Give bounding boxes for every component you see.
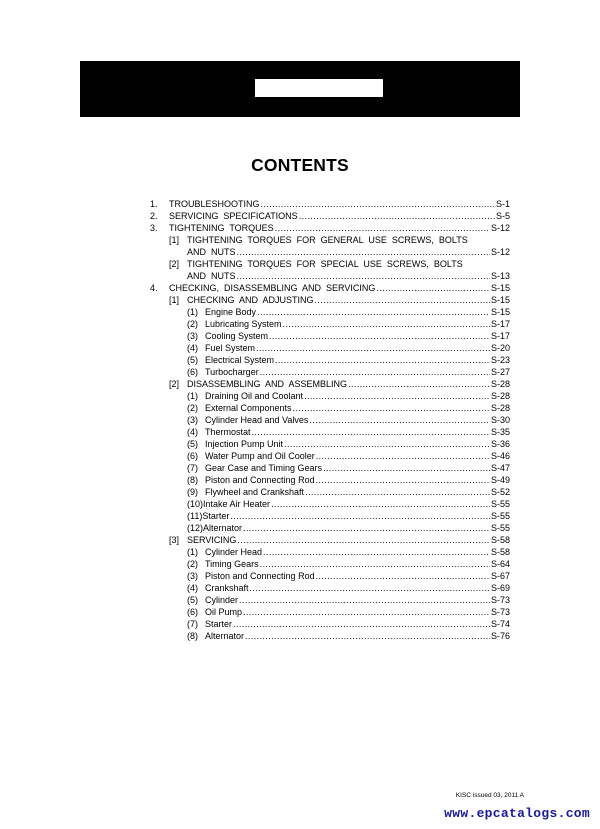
toc-entry-number: (5) bbox=[187, 439, 198, 449]
toc-entry-number: (1) bbox=[187, 391, 198, 401]
toc-entry[interactable] bbox=[150, 246, 510, 258]
toc-entry-page: S-35 bbox=[490, 427, 510, 437]
toc-leader-dots bbox=[245, 630, 490, 642]
toc-entry-number: (5) bbox=[187, 355, 198, 365]
toc-entry-page: S-12 bbox=[490, 223, 510, 233]
toc-entry-title: Crankshaft bbox=[205, 583, 249, 593]
toc-entry[interactable] bbox=[150, 498, 510, 510]
toc-entry-page: S-28 bbox=[490, 391, 510, 401]
toc-entry[interactable] bbox=[150, 570, 510, 582]
toc-entry-page: S-15 bbox=[490, 295, 510, 305]
toc-entry[interactable] bbox=[150, 366, 510, 378]
toc-entry-page: S-17 bbox=[490, 331, 510, 341]
toc-entry-page: S-47 bbox=[490, 463, 510, 473]
toc-entry[interactable] bbox=[150, 294, 510, 306]
toc-entry-title: Alternator bbox=[203, 523, 243, 533]
toc-entry[interactable] bbox=[150, 414, 510, 426]
toc-leader-dots bbox=[263, 546, 490, 558]
toc-entry[interactable] bbox=[150, 630, 510, 642]
toc-leader-dots bbox=[260, 558, 490, 570]
toc-leader-dots bbox=[252, 426, 490, 438]
toc-entry-number: [2] bbox=[169, 379, 180, 389]
toc-entry[interactable] bbox=[150, 258, 510, 270]
toc-entry-title: Piston and Connecting Rod bbox=[205, 475, 315, 485]
toc-entry-number: [2] bbox=[169, 259, 180, 269]
toc-entry-title: CHECKING AND ADJUSTING bbox=[187, 295, 314, 305]
toc-entry-number: (3) bbox=[187, 571, 198, 581]
toc-entry[interactable] bbox=[150, 594, 510, 606]
toc-entry-page: S-30 bbox=[490, 415, 510, 425]
toc-entry-title: TIGHTENING TORQUES FOR GENERAL USE SCREWS, BOLTS bbox=[187, 235, 468, 245]
toc-entry-number: (4) bbox=[187, 583, 198, 593]
toc-entry-number: (4) bbox=[187, 427, 198, 437]
toc-entry-page: S-52 bbox=[490, 487, 510, 497]
toc-entry-title: Cylinder Head and Valves bbox=[205, 415, 309, 425]
toc-entry[interactable] bbox=[150, 618, 510, 630]
toc-entry-page: S-69 bbox=[490, 583, 510, 593]
toc-entry-page: S-36 bbox=[490, 439, 510, 449]
toc-entry-page: S-28 bbox=[490, 403, 510, 413]
toc-entry[interactable] bbox=[150, 306, 510, 318]
toc-entry[interactable] bbox=[150, 402, 510, 414]
toc-entry[interactable] bbox=[150, 378, 510, 390]
toc-entry-title: CHECKING, DISASSEMBLING AND SERVICING bbox=[169, 283, 376, 293]
toc-leader-dots bbox=[284, 438, 490, 450]
toc-entry[interactable] bbox=[150, 234, 510, 246]
toc-entry-page: S-46 bbox=[490, 451, 510, 461]
toc-entry-number: (3) bbox=[187, 331, 198, 341]
toc-leader-dots bbox=[316, 450, 490, 462]
toc-entry-title: Intake Air Heater bbox=[203, 499, 271, 509]
toc-leader-dots bbox=[261, 198, 495, 210]
toc-entry-page: S-15 bbox=[490, 307, 510, 317]
toc-entry[interactable] bbox=[150, 510, 510, 522]
toc-leader-dots bbox=[316, 570, 490, 582]
toc-leader-dots bbox=[299, 210, 495, 222]
toc-entry-title: Fuel System bbox=[205, 343, 256, 353]
toc-entry[interactable] bbox=[150, 558, 510, 570]
toc-leader-dots bbox=[237, 270, 490, 282]
toc-entry-number: (9) bbox=[187, 487, 198, 497]
toc-entry-page: S-67 bbox=[490, 571, 510, 581]
toc-entry[interactable] bbox=[150, 546, 510, 558]
toc-entry-page: S-23 bbox=[490, 355, 510, 365]
toc-entry-title: AND NUTS bbox=[187, 247, 236, 257]
toc-entry-title: Gear Case and Timing Gears bbox=[205, 463, 323, 473]
toc-entry-title: Cylinder Head bbox=[205, 547, 263, 557]
toc-entry-page: S-64 bbox=[490, 559, 510, 569]
issue-note: KISC issued 03, 2011 A bbox=[455, 792, 524, 799]
toc-entry-title: DISASSEMBLING AND ASSEMBLING bbox=[187, 379, 348, 389]
toc-entry-title: TIGHTENING TORQUES FOR SPECIAL USE SCREWS, BOLTS bbox=[187, 259, 463, 269]
toc-entry[interactable] bbox=[150, 222, 510, 234]
toc-entry-title: TIGHTENING TORQUES bbox=[169, 223, 274, 233]
toc-entry-title: Cooling System bbox=[205, 331, 269, 341]
toc-leader-dots bbox=[316, 474, 490, 486]
toc-entry-title: TROUBLESHOOTING bbox=[169, 199, 260, 209]
toc-entry-title: Starter bbox=[205, 619, 233, 629]
toc-entry-title: Flywheel and Crankshaft bbox=[205, 487, 305, 497]
toc-entry-number: (2) bbox=[187, 403, 198, 413]
toc-entry[interactable] bbox=[150, 342, 510, 354]
toc-entry-page: S-76 bbox=[490, 631, 510, 641]
toc-entry-number: (2) bbox=[187, 319, 198, 329]
toc-entry-number: 4. bbox=[150, 283, 158, 293]
toc-entry-title: Starter bbox=[202, 511, 230, 521]
toc-entry-page: S-28 bbox=[490, 379, 510, 389]
toc-entry-title: Turbocharger bbox=[205, 367, 259, 377]
toc-leader-dots bbox=[304, 390, 490, 402]
toc-leader-dots bbox=[376, 282, 490, 294]
toc-entry-page: S-49 bbox=[490, 475, 510, 485]
toc-entry-number: (1) bbox=[187, 547, 198, 557]
toc-entry-title: Engine Body bbox=[205, 307, 257, 317]
toc-entry[interactable] bbox=[150, 210, 510, 222]
toc-entry-number: (6) bbox=[187, 367, 198, 377]
toc-entry-number: (1) bbox=[187, 307, 198, 317]
toc-entry-title: SERVICING bbox=[187, 535, 237, 545]
toc-entry[interactable] bbox=[150, 462, 510, 474]
toc-entry-page: S-55 bbox=[490, 523, 510, 533]
toc-entry[interactable] bbox=[150, 318, 510, 330]
toc-entry-title: SERVICING SPECIFICATIONS bbox=[169, 211, 298, 221]
toc-entry-page: S-27 bbox=[490, 367, 510, 377]
toc-leader-dots bbox=[237, 534, 490, 546]
toc-leader-dots bbox=[305, 486, 490, 498]
toc-entry-page: S-58 bbox=[490, 547, 510, 557]
toc-entry-page: S-55 bbox=[490, 499, 510, 509]
toc-leader-dots bbox=[257, 306, 490, 318]
toc-entry-title: Cylinder bbox=[205, 595, 239, 605]
toc-entry-page: S-1 bbox=[495, 199, 510, 209]
toc-leader-dots bbox=[239, 594, 490, 606]
toc-entry-title: Thermostat bbox=[205, 427, 251, 437]
toc-entry-number: (3) bbox=[187, 415, 198, 425]
toc-leader-dots bbox=[275, 354, 490, 366]
toc-entry-title: Electrical System bbox=[205, 355, 275, 365]
toc-leader-dots bbox=[243, 606, 490, 618]
toc-entry-page: S-5 bbox=[495, 211, 510, 221]
toc-entry-title: Lubricating System bbox=[205, 319, 282, 329]
toc-entry-number: (7) bbox=[187, 619, 198, 629]
toc-entry-title: Draining Oil and Coolant bbox=[205, 391, 304, 401]
toc-leader-dots bbox=[250, 582, 490, 594]
toc-entry-number: (2) bbox=[187, 559, 198, 569]
table-of-contents bbox=[150, 198, 510, 642]
toc-entry[interactable] bbox=[150, 438, 510, 450]
toc-entry-number: (4) bbox=[187, 343, 198, 353]
toc-leader-dots bbox=[283, 318, 490, 330]
toc-entry-number: [3] bbox=[169, 535, 180, 545]
page-title: CONTENTS bbox=[251, 155, 349, 175]
toc-entry-title: Injection Pump Unit bbox=[205, 439, 284, 449]
toc-entry-number: 3. bbox=[150, 223, 158, 233]
toc-entry-number: [1] bbox=[169, 235, 180, 245]
toc-leader-dots bbox=[275, 222, 490, 234]
header-label-box bbox=[255, 79, 383, 97]
toc-leader-dots bbox=[237, 246, 490, 258]
toc-entry[interactable] bbox=[150, 534, 510, 546]
toc-entry-number: (6) bbox=[187, 451, 198, 461]
toc-entry-title: Timing Gears bbox=[205, 559, 259, 569]
toc-entry-title: Alternator bbox=[205, 631, 245, 641]
toc-leader-dots bbox=[243, 522, 490, 534]
toc-entry-number: (11) bbox=[187, 511, 203, 521]
toc-leader-dots bbox=[230, 510, 490, 522]
toc-entry-title: External Components bbox=[205, 403, 292, 413]
toc-entry-page: S-13 bbox=[490, 271, 510, 281]
toc-entry-title: Water Pump and Oil Cooler bbox=[205, 451, 315, 461]
toc-entry-page: S-73 bbox=[490, 607, 510, 617]
toc-entry-number: (8) bbox=[187, 475, 198, 485]
toc-leader-dots bbox=[309, 414, 490, 426]
toc-entry-title: Oil Pump bbox=[205, 607, 243, 617]
toc-leader-dots bbox=[323, 462, 490, 474]
toc-entry[interactable] bbox=[150, 282, 510, 294]
watermark-url[interactable]: www.epcatalogs.com bbox=[444, 806, 590, 821]
toc-entry-page: S-20 bbox=[490, 343, 510, 353]
toc-entry-number: (10) bbox=[187, 499, 204, 509]
toc-entry[interactable] bbox=[150, 426, 510, 438]
toc-entry-number: (7) bbox=[187, 463, 198, 473]
toc-entry[interactable] bbox=[150, 198, 510, 210]
toc-entry-page: S-15 bbox=[490, 283, 510, 293]
toc-entry[interactable] bbox=[150, 390, 510, 402]
toc-leader-dots bbox=[269, 330, 490, 342]
toc-entry[interactable] bbox=[150, 474, 510, 486]
toc-entry[interactable] bbox=[150, 450, 510, 462]
toc-entry-number: (12) bbox=[187, 523, 204, 533]
toc-entry-title: Piston and Connecting Rod bbox=[205, 571, 315, 581]
toc-entry-page: S-74 bbox=[490, 619, 510, 629]
toc-entry-page: S-58 bbox=[490, 535, 510, 545]
toc-leader-dots bbox=[233, 618, 490, 630]
toc-entry-page: S-12 bbox=[490, 247, 510, 257]
toc-leader-dots bbox=[271, 498, 490, 510]
toc-entry-title: AND NUTS bbox=[187, 271, 236, 281]
toc-entry-number: 2. bbox=[150, 211, 158, 221]
toc-leader-dots bbox=[348, 378, 490, 390]
toc-entry-number: (5) bbox=[187, 595, 198, 605]
toc-entry-number: [1] bbox=[169, 295, 180, 305]
toc-leader-dots bbox=[260, 366, 490, 378]
toc-entry[interactable] bbox=[150, 606, 510, 618]
toc-entry-page: S-73 bbox=[490, 595, 510, 605]
toc-leader-dots bbox=[293, 402, 490, 414]
toc-entry-page: S-17 bbox=[490, 319, 510, 329]
toc-entry[interactable] bbox=[150, 522, 510, 534]
toc-entry-page: S-55 bbox=[490, 511, 510, 521]
toc-entry-number: (8) bbox=[187, 631, 198, 641]
toc-entry[interactable] bbox=[150, 330, 510, 342]
toc-leader-dots bbox=[315, 294, 490, 306]
toc-entry[interactable] bbox=[150, 486, 510, 498]
toc-entry[interactable] bbox=[150, 582, 510, 594]
toc-entry[interactable] bbox=[150, 270, 510, 282]
toc-entry-number: 1. bbox=[150, 199, 158, 209]
toc-entry-number: (6) bbox=[187, 607, 198, 617]
toc-leader-dots bbox=[256, 342, 490, 354]
toc-entry[interactable] bbox=[150, 354, 510, 366]
